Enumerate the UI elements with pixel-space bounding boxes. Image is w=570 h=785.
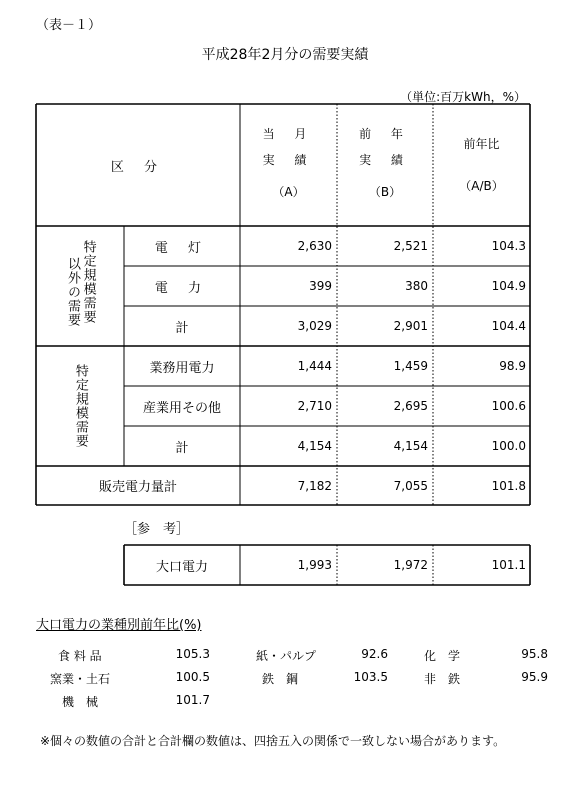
industry-value: 100.5	[175, 670, 210, 684]
row-previous: 2,695	[393, 399, 428, 413]
total-ratio: 101.8	[491, 478, 526, 493]
row-current: 1,444	[297, 359, 332, 373]
group-non-specific-label: 以外の需要 特定規模需要	[65, 240, 96, 327]
total-current: 7,182	[297, 478, 332, 493]
page-title: 平成28年2月分の需要実績	[201, 47, 369, 63]
industry-value: 101.7	[175, 693, 210, 707]
industry-value: 95.8	[521, 647, 548, 661]
row-current: 399	[309, 279, 332, 293]
row-ratio: 104.3	[491, 239, 526, 253]
row-ratio: 104.9	[491, 279, 526, 293]
total-previous: 7,055	[393, 478, 428, 493]
row-label-industrial: 産業用その他	[142, 400, 221, 416]
row-current: 4,154	[297, 439, 332, 453]
row-label-large-power: 大口電力	[155, 559, 208, 575]
footnote: ※個々の数値の合計と合計欄の数値は、四捨五入の関係で一致しない場合があります。	[40, 734, 506, 748]
row-current: 2,710	[297, 399, 332, 413]
row-ratio: 100.0	[491, 439, 526, 453]
row-previous: 2,521	[393, 239, 428, 253]
row-ratio: 98.9	[499, 359, 526, 373]
row-label-total: 販売電力量計	[98, 480, 177, 495]
industry-name: 鉄 鋼	[262, 672, 299, 686]
row-label-subtotal: 計	[175, 440, 189, 456]
row-label-power: 電 力	[154, 280, 210, 296]
industry-value: 92.6	[361, 647, 388, 661]
row-previous: 380	[405, 279, 428, 293]
unit-label: （単位:百万kWh，%）	[400, 90, 526, 104]
row-ratio: 104.4	[491, 319, 526, 333]
industry-name: 窯業・土石	[50, 672, 111, 686]
reference-label: ［参 考］	[124, 522, 190, 537]
row-label-commercial: 業務用電力	[149, 360, 215, 376]
row-label-subtotal: 計	[175, 320, 189, 336]
industry-name: 紙・パルプ	[256, 649, 317, 663]
industry-value: 103.5	[353, 670, 388, 684]
reference-ratio: 101.1	[491, 558, 526, 572]
header-previous: 前 年 実 績 （B）	[359, 127, 411, 199]
header-category: 区 分	[110, 159, 166, 175]
table-id: （表－１）	[36, 18, 102, 33]
group-specific-label: 特定規模需要	[72, 364, 88, 448]
row-current: 2,630	[297, 239, 332, 253]
reference-current: 1,993	[297, 558, 332, 572]
header-current: 当 月 実 績 （A）	[262, 127, 315, 199]
reference-previous: 1,972	[393, 558, 428, 572]
industry-name: 機 械	[62, 695, 99, 709]
row-previous: 1,459	[393, 359, 428, 373]
industry-name: 化 学	[424, 649, 461, 663]
industry-value: 95.9	[521, 670, 548, 684]
header-ratio: 前年比 （A/B）	[459, 137, 504, 193]
industry-value: 105.3	[175, 647, 210, 661]
industry-section-title: 大口電力の業種別前年比(%)	[36, 618, 202, 633]
industry-name: 食 料 品	[58, 649, 102, 663]
row-previous: 4,154	[393, 439, 428, 453]
row-ratio: 100.6	[491, 399, 526, 413]
row-label-lighting: 電 灯	[154, 240, 210, 256]
industry-name: 非 鉄	[424, 672, 461, 686]
row-previous: 2,901	[393, 319, 428, 333]
row-current: 3,029	[297, 319, 332, 333]
